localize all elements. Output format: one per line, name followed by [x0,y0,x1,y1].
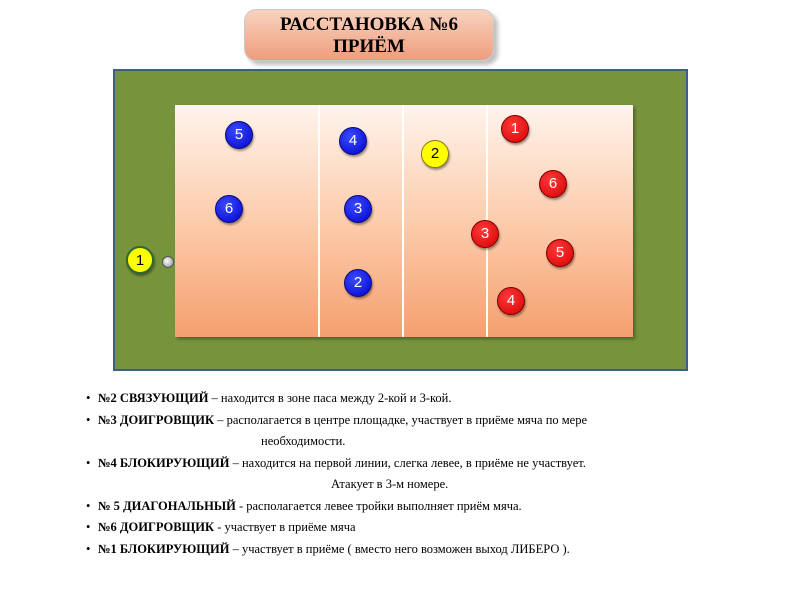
player-red-1: 1 [501,115,529,143]
bullet: • [86,541,91,556]
player-red-3: 3 [471,220,499,248]
note-continuation [86,431,726,453]
note-head: №3 ДОИГРОВЩИК [98,412,215,427]
note-head: №1 БЛОКИРУЮЩИЙ [98,541,230,556]
player-blue-4: 4 [339,127,367,155]
player-server-1: 1 [126,246,154,274]
note-text: - располагается левее тройки выполняет приём мяча. [235,498,522,513]
note-item [86,496,726,518]
player-red-5: 5 [546,239,574,267]
note-text: – располагается в центре площадке, участвует в приёме мяча по мере [214,412,588,427]
note-item [86,410,726,432]
bullet: • [86,520,91,534]
note-text: необходимости. [261,434,346,448]
player-blue-5: 5 [225,121,253,149]
center-net-line [402,105,404,337]
title-line-2: ПРИЁМ [333,36,405,57]
note-continuation [86,474,726,496]
note-text: – находится на первой линии, слегка левее, в приёме не участвует. [229,455,586,470]
player-blue-2: 2 [344,269,372,297]
note-text: Атакует в 3-м номере. [331,477,449,491]
player-red-6: 6 [539,170,567,198]
note-head: №6 ДОИГРОВЩИК [98,520,215,534]
note-item [86,453,726,475]
role-notes [86,388,726,560]
note-head: №4 БЛОКИРУЮЩИЙ [98,455,230,470]
note-item [86,539,726,561]
volleyball-icon [162,256,174,268]
note-text: – участвует в приёме ( вместо него возможен выход ЛИБЕРО ). [229,541,570,556]
note-head: № 5 ДИАГОНАЛЬНЫЙ [98,498,236,513]
bullet: • [86,498,91,513]
player-blue-3: 3 [344,195,372,223]
attack-line-left [318,105,320,337]
note-head: №2 СВЯЗУЮЩИЙ [98,391,209,405]
player-yellow-setter-2: 2 [421,140,449,168]
player-blue-6: 6 [215,195,243,223]
note-item [86,388,726,410]
title-line-1: РАССТАНОВКА №6 [280,14,458,35]
note-text: - участвует в приёме мяча [214,520,356,534]
note-item [86,517,726,539]
player-red-4: 4 [497,287,525,315]
title-banner [244,9,494,61]
bullet: • [86,455,91,470]
bullet: • [86,412,91,427]
bullet: • [86,391,91,405]
note-text: – находится в зоне паса между 2-кой и 3-кой. [208,391,452,405]
